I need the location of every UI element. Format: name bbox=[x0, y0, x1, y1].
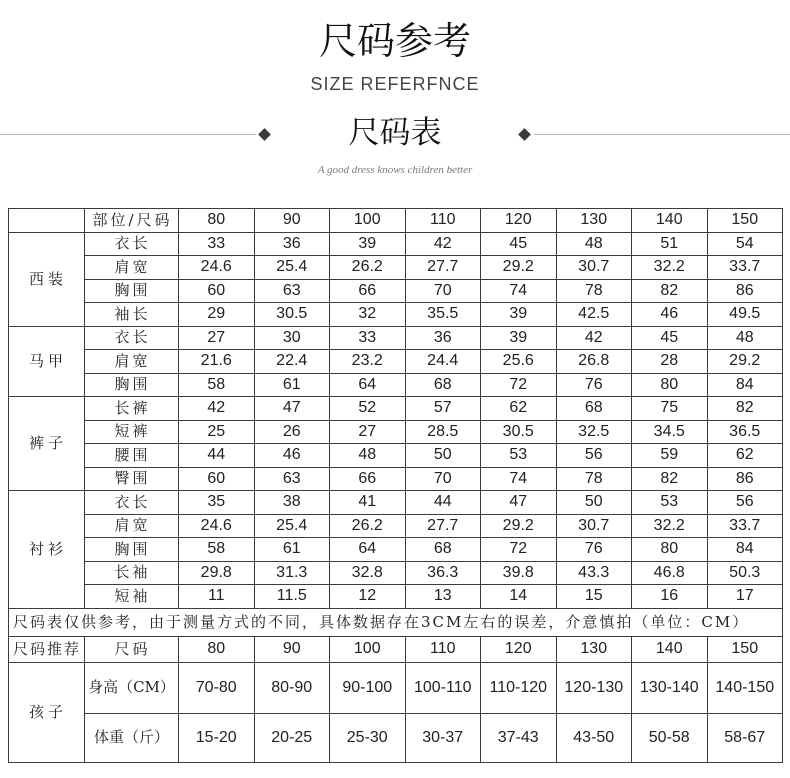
measurement-cell: 74 bbox=[481, 467, 557, 491]
measurement-cell: 26 bbox=[254, 420, 330, 444]
measurement-cell: 33.7 bbox=[707, 256, 783, 280]
measurement-cell: 110-120 bbox=[481, 662, 557, 713]
measurement-cell: 11.5 bbox=[254, 585, 330, 609]
measurement-cell: 33 bbox=[330, 326, 406, 350]
measurement-cell: 48 bbox=[330, 444, 406, 468]
table-row bbox=[9, 420, 783, 444]
part-label-cell: 短裤 bbox=[85, 420, 179, 444]
table-row bbox=[9, 444, 783, 468]
measurement-cell: 62 bbox=[481, 397, 557, 421]
measurement-cell: 12 bbox=[330, 585, 406, 609]
measurement-cell: 15 bbox=[556, 585, 632, 609]
measurement-cell: 48 bbox=[707, 326, 783, 350]
category-cell: 裤子 bbox=[9, 397, 85, 491]
size-chart-body bbox=[9, 209, 783, 763]
measurement-cell: 24.4 bbox=[405, 350, 481, 374]
measurement-cell: 50 bbox=[556, 491, 632, 515]
measurement-cell: 38 bbox=[254, 491, 330, 515]
measurement-cell: 26.2 bbox=[330, 256, 406, 280]
measurement-cell: 78 bbox=[556, 279, 632, 303]
measurement-cell: 76 bbox=[556, 373, 632, 397]
part-label-cell: 衣长 bbox=[85, 326, 179, 350]
measurement-cell: 68 bbox=[405, 373, 481, 397]
size-header-cell: 150 bbox=[707, 636, 783, 662]
category-cell: 孩子 bbox=[9, 662, 85, 762]
measurement-cell: 80-90 bbox=[254, 662, 330, 713]
measurement-cell: 78 bbox=[556, 467, 632, 491]
measurement-cell: 42 bbox=[405, 232, 481, 256]
category-cell: 衬衫 bbox=[9, 491, 85, 609]
measurement-cell: 64 bbox=[330, 373, 406, 397]
table-row bbox=[9, 561, 783, 585]
measurement-cell: 82 bbox=[707, 397, 783, 421]
measurement-cell: 50 bbox=[405, 444, 481, 468]
measurement-cell: 80 bbox=[632, 538, 708, 562]
part-label-cell: 身高（CM） bbox=[85, 662, 179, 713]
measurement-cell: 39 bbox=[330, 232, 406, 256]
measurement-cell: 100-110 bbox=[405, 662, 481, 713]
measurement-cell: 50-58 bbox=[632, 713, 708, 762]
part-label-cell: 肩宽 bbox=[85, 514, 179, 538]
measurement-cell: 56 bbox=[707, 491, 783, 515]
size-header-cell: 80 bbox=[179, 209, 255, 233]
measurement-cell: 47 bbox=[481, 491, 557, 515]
table-row bbox=[9, 279, 783, 303]
measurement-cell: 20-25 bbox=[254, 713, 330, 762]
measurement-cell: 46 bbox=[632, 303, 708, 327]
recommendation-header-row bbox=[9, 636, 783, 662]
part-label-cell: 胸围 bbox=[85, 279, 179, 303]
measurement-cell: 75 bbox=[632, 397, 708, 421]
measurement-cell: 34.5 bbox=[632, 420, 708, 444]
measurement-cell: 82 bbox=[632, 467, 708, 491]
part-label-cell: 臀围 bbox=[85, 467, 179, 491]
size-header-cell: 80 bbox=[179, 636, 255, 662]
measurement-cell: 30.7 bbox=[556, 514, 632, 538]
measurement-cell: 27 bbox=[330, 420, 406, 444]
measurement-cell: 27.7 bbox=[405, 514, 481, 538]
table-row bbox=[9, 713, 783, 762]
size-header-cell: 130 bbox=[556, 209, 632, 233]
measurement-cell: 68 bbox=[556, 397, 632, 421]
measurement-cell: 80 bbox=[632, 373, 708, 397]
part-label-cell: 衣长 bbox=[85, 491, 179, 515]
measurement-cell: 82 bbox=[632, 279, 708, 303]
measurement-cell: 11 bbox=[179, 585, 255, 609]
table-row bbox=[9, 662, 783, 713]
category-cell: 马甲 bbox=[9, 326, 85, 397]
measurement-cell: 49.5 bbox=[707, 303, 783, 327]
measurement-cell: 53 bbox=[481, 444, 557, 468]
measurement-cell: 32.8 bbox=[330, 561, 406, 585]
measurement-cell: 52 bbox=[330, 397, 406, 421]
measurement-cell: 63 bbox=[254, 467, 330, 491]
measurement-cell: 140-150 bbox=[707, 662, 783, 713]
measurement-cell: 29.2 bbox=[481, 256, 557, 280]
measurement-cell: 46.8 bbox=[632, 561, 708, 585]
measurement-cell: 27 bbox=[179, 326, 255, 350]
measurement-cell: 30.7 bbox=[556, 256, 632, 280]
measurement-cell: 24.6 bbox=[179, 256, 255, 280]
measurement-cell: 51 bbox=[632, 232, 708, 256]
measurement-cell: 70 bbox=[405, 279, 481, 303]
recommendation-label-cell: 尺码推荐 bbox=[9, 636, 85, 662]
measurement-cell: 45 bbox=[632, 326, 708, 350]
part-label-cell: 袖长 bbox=[85, 303, 179, 327]
measurement-cell: 63 bbox=[254, 279, 330, 303]
part-label-cell: 胸围 bbox=[85, 373, 179, 397]
measurement-cell: 28 bbox=[632, 350, 708, 374]
measurement-cell: 60 bbox=[179, 279, 255, 303]
size-header-cell: 110 bbox=[405, 636, 481, 662]
measurement-cell: 64 bbox=[330, 538, 406, 562]
measurement-cell: 66 bbox=[330, 467, 406, 491]
measurement-cell: 86 bbox=[707, 279, 783, 303]
measurement-cell: 27.7 bbox=[405, 256, 481, 280]
measurement-cell: 36 bbox=[254, 232, 330, 256]
measurement-cell: 57 bbox=[405, 397, 481, 421]
measurement-cell: 24.6 bbox=[179, 514, 255, 538]
measurement-cell: 48 bbox=[556, 232, 632, 256]
page-subtitle: SIZE REFERFNCE bbox=[310, 74, 480, 94]
size-header-cell: 100 bbox=[330, 636, 406, 662]
measurement-cell: 32.2 bbox=[632, 256, 708, 280]
measurement-cell: 32.2 bbox=[632, 514, 708, 538]
measurement-cell: 32.5 bbox=[556, 420, 632, 444]
measurement-cell: 39 bbox=[481, 326, 557, 350]
measurement-cell: 44 bbox=[179, 444, 255, 468]
measurement-cell: 15-20 bbox=[179, 713, 255, 762]
size-header-cell: 90 bbox=[254, 209, 330, 233]
measurement-cell: 43-50 bbox=[556, 713, 632, 762]
part-label-cell: 长袖 bbox=[85, 561, 179, 585]
measurement-cell: 17 bbox=[707, 585, 783, 609]
measurement-cell: 54 bbox=[707, 232, 783, 256]
part-label-cell: 肩宽 bbox=[85, 256, 179, 280]
part-label-cell: 长裤 bbox=[85, 397, 179, 421]
measurement-cell: 56 bbox=[556, 444, 632, 468]
part-label-cell: 腰围 bbox=[85, 444, 179, 468]
measurement-cell: 76 bbox=[556, 538, 632, 562]
measurement-cell: 25.4 bbox=[254, 514, 330, 538]
part-label-cell: 短袖 bbox=[85, 585, 179, 609]
measurement-cell: 45 bbox=[481, 232, 557, 256]
measurement-cell: 42 bbox=[179, 397, 255, 421]
size-header-cell: 110 bbox=[405, 209, 481, 233]
tagline: A good dress knows children better bbox=[317, 164, 473, 176]
measurement-cell: 43.3 bbox=[556, 561, 632, 585]
part-label-cell: 衣长 bbox=[85, 232, 179, 256]
measurement-cell: 32 bbox=[330, 303, 406, 327]
measurement-cell: 120-130 bbox=[556, 662, 632, 713]
header-label-cell: 部位/尺码 bbox=[85, 209, 179, 233]
part-label-cell: 肩宽 bbox=[85, 350, 179, 374]
measurement-cell: 70 bbox=[405, 467, 481, 491]
page-title: 尺码参考 bbox=[318, 19, 471, 63]
measurement-cell: 35 bbox=[179, 491, 255, 515]
measurement-cell: 25.4 bbox=[254, 256, 330, 280]
measurement-cell: 90-100 bbox=[330, 662, 406, 713]
measurement-cell: 13 bbox=[405, 585, 481, 609]
measurement-cell: 35.5 bbox=[405, 303, 481, 327]
measurement-cell: 36 bbox=[405, 326, 481, 350]
measurement-cell: 23.2 bbox=[330, 350, 406, 374]
table-row bbox=[9, 326, 783, 350]
measurement-cell: 39.8 bbox=[481, 561, 557, 585]
measurement-cell: 47 bbox=[254, 397, 330, 421]
size-header-cell: 140 bbox=[632, 209, 708, 233]
measurement-cell: 61 bbox=[254, 373, 330, 397]
table-row bbox=[9, 303, 783, 327]
table-row bbox=[9, 538, 783, 562]
measurement-cell: 58-67 bbox=[707, 713, 783, 762]
size-header-cell: 130 bbox=[556, 636, 632, 662]
size-header-cell: 150 bbox=[707, 209, 783, 233]
recommendation-size-label-cell: 尺码 bbox=[85, 636, 179, 662]
measurement-cell: 25-30 bbox=[330, 713, 406, 762]
measurement-cell: 59 bbox=[632, 444, 708, 468]
table-row bbox=[9, 491, 783, 515]
measurement-cell: 28.5 bbox=[405, 420, 481, 444]
measurement-cell: 84 bbox=[707, 373, 783, 397]
table-row bbox=[9, 350, 783, 374]
corner-cell bbox=[9, 209, 85, 233]
measurement-cell: 33.7 bbox=[707, 514, 783, 538]
measurement-cell: 29.8 bbox=[179, 561, 255, 585]
measurement-cell: 70-80 bbox=[179, 662, 255, 713]
measurement-cell: 37-43 bbox=[481, 713, 557, 762]
measurement-cell: 29.2 bbox=[707, 350, 783, 374]
measurement-cell: 31.3 bbox=[254, 561, 330, 585]
measurement-cell: 44 bbox=[405, 491, 481, 515]
table-row bbox=[9, 514, 783, 538]
measurement-cell: 25 bbox=[179, 420, 255, 444]
measurement-cell: 58 bbox=[179, 538, 255, 562]
part-label-cell: 体重（斤） bbox=[85, 713, 179, 762]
table-row bbox=[9, 467, 783, 491]
size-header-cell: 100 bbox=[330, 209, 406, 233]
note-cell: 尺码表仅供参考，由于测量方式的不同，具体数据存在3CM左右的误差，介意慎拍（单位：CM） bbox=[9, 608, 783, 636]
section-title: 尺码表 bbox=[348, 115, 442, 151]
table-row bbox=[9, 585, 783, 609]
measurement-cell: 72 bbox=[481, 373, 557, 397]
measurement-cell: 21.6 bbox=[179, 350, 255, 374]
measurement-cell: 14 bbox=[481, 585, 557, 609]
measurement-cell: 39 bbox=[481, 303, 557, 327]
measurement-cell: 29 bbox=[179, 303, 255, 327]
measurement-cell: 36.3 bbox=[405, 561, 481, 585]
measurement-cell: 66 bbox=[330, 279, 406, 303]
measurement-cell: 16 bbox=[632, 585, 708, 609]
measurement-cell: 68 bbox=[405, 538, 481, 562]
measurement-cell: 30 bbox=[254, 326, 330, 350]
measurement-cell: 61 bbox=[254, 538, 330, 562]
measurement-cell: 46 bbox=[254, 444, 330, 468]
measurement-cell: 33 bbox=[179, 232, 255, 256]
measurement-cell: 130-140 bbox=[632, 662, 708, 713]
measurement-cell: 36.5 bbox=[707, 420, 783, 444]
measurement-cell: 26.2 bbox=[330, 514, 406, 538]
table-row bbox=[9, 256, 783, 280]
measurement-cell: 86 bbox=[707, 467, 783, 491]
measurement-cell: 62 bbox=[707, 444, 783, 468]
measurement-cell: 30.5 bbox=[481, 420, 557, 444]
category-cell: 西装 bbox=[9, 232, 85, 326]
table-row bbox=[9, 232, 783, 256]
measurement-cell: 22.4 bbox=[254, 350, 330, 374]
measurement-cell: 42.5 bbox=[556, 303, 632, 327]
measurement-cell: 58 bbox=[179, 373, 255, 397]
measurement-cell: 30.5 bbox=[254, 303, 330, 327]
size-header-row bbox=[9, 209, 783, 233]
measurement-cell: 72 bbox=[481, 538, 557, 562]
measurement-cell: 50.3 bbox=[707, 561, 783, 585]
size-chart-table bbox=[8, 208, 783, 763]
part-label-cell: 胸围 bbox=[85, 538, 179, 562]
size-header-cell: 140 bbox=[632, 636, 708, 662]
size-header-cell: 120 bbox=[481, 636, 557, 662]
divider-line-right bbox=[534, 134, 790, 135]
measurement-cell: 41 bbox=[330, 491, 406, 515]
measurement-cell: 74 bbox=[481, 279, 557, 303]
size-header-cell: 120 bbox=[481, 209, 557, 233]
size-header-cell: 90 bbox=[254, 636, 330, 662]
table-row bbox=[9, 397, 783, 421]
measurement-cell: 29.2 bbox=[481, 514, 557, 538]
measurement-cell: 42 bbox=[556, 326, 632, 350]
measurement-cell: 26.8 bbox=[556, 350, 632, 374]
measurement-cell: 60 bbox=[179, 467, 255, 491]
note-row bbox=[9, 608, 783, 636]
measurement-cell: 30-37 bbox=[405, 713, 481, 762]
measurement-cell: 25.6 bbox=[481, 350, 557, 374]
measurement-cell: 53 bbox=[632, 491, 708, 515]
measurement-cell: 84 bbox=[707, 538, 783, 562]
table-row bbox=[9, 373, 783, 397]
